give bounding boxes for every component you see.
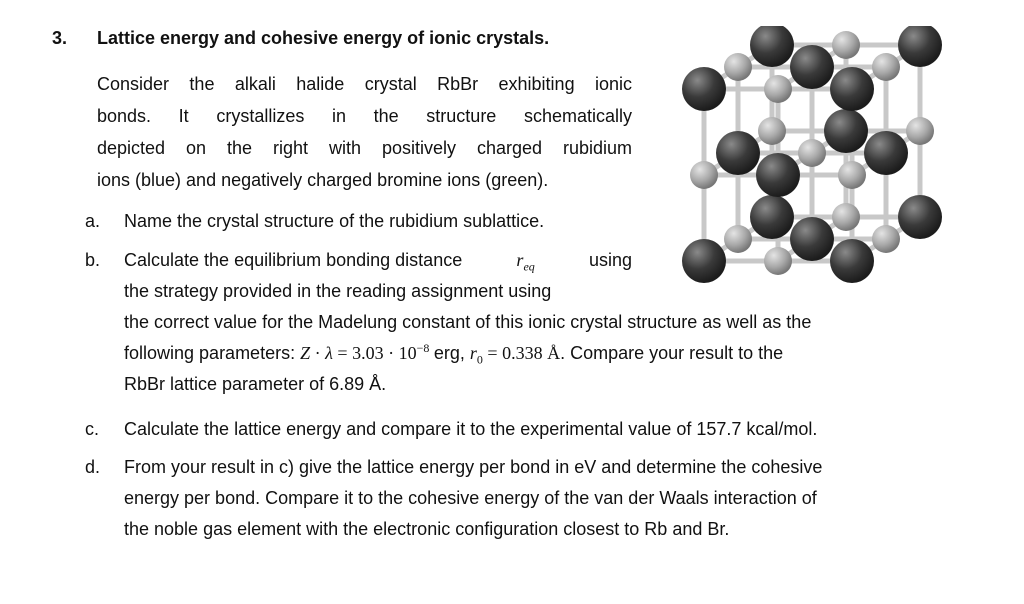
intro-line: bonds. It crystallizes in the structure schematically [97,106,632,126]
crystal-structure-image [656,26,948,304]
small-ion [832,203,860,231]
part-d-line: energy per bond. Compare it to the cohesive energy of the van der Waals interaction of [124,488,817,508]
small-ion [724,225,752,253]
large-ion [898,26,942,67]
large-ion [682,239,726,283]
small-ion [838,161,866,189]
r0-equation: $r_0 = 0.338$ Å [469,343,561,367]
part-text: Calculate the equilibrium bonding distance [124,250,463,270]
part-d-line: the noble gas element with the electronic configuration closest to Rb and Br. [124,519,730,539]
part-b-line: the correct value for the Madelung constant of this ionic crystal structure as well as the [124,312,812,332]
part-text: Name the crystal structure of the rubidium sublattice. [124,211,545,231]
small-ion [832,31,860,59]
small-ion [872,225,900,253]
large-ion [824,109,868,153]
part-label: a. [85,211,101,231]
small-ion [798,139,826,167]
large-ion [756,153,800,197]
problem-intro [97,68,632,196]
part-text: using [588,250,632,270]
intro-line: ions (blue) and negatively charged bromine ions (green). [97,170,549,190]
large-ion [716,131,760,175]
intro-line: depicted on the right with positively charged rubidium [97,138,632,158]
equation: $Z \cdot \lambda = 3.03 \cdot 10^{-8}$ [300,341,430,363]
crystal-atoms [682,26,942,283]
large-ion [790,45,834,89]
part-d-line: From your result in c) give the lattice energy per bond in eV and determine the cohesive [124,457,823,477]
small-ion [690,161,718,189]
part-label: d. [85,457,101,477]
part-text: Calculate the lattice energy and compare it to the experimental value of 157.7 kcal/mol. [124,419,818,439]
part-label: b. [85,250,101,270]
large-ion [898,195,942,239]
small-ion [758,117,786,145]
large-ion [830,67,874,111]
small-ion [764,75,792,103]
part-b-line: RbBr lattice parameter of 6.89 Å. [124,374,387,394]
small-ion [906,117,934,145]
large-ion [790,217,834,261]
part-label: c. [85,419,100,439]
problem-number: 3. [52,28,68,48]
small-ion [764,247,792,275]
large-ion [864,131,908,175]
r-eq-symbol: $r_{eq}$ [516,250,535,274]
part-b-line [124,245,632,276]
large-ion [830,239,874,283]
part-b-line: the strategy provided in the reading assignment using [124,281,552,301]
small-ion [872,53,900,81]
problem-title: Lattice energy and cohesive energy of ionic crystals. [97,28,550,48]
part-b-line: following parameters: $Z \cdot \lambda = 3.03 \cdot 10^{-8}$ erg, $r_0 = 0.338$ Å. Compare your result to the [124,341,784,367]
intro-line: Consider the alkali halide crystal RbBr exhibiting ionic [97,74,632,94]
large-ion [750,195,794,239]
small-ion [724,53,752,81]
large-ion [682,67,726,111]
large-ion [750,26,794,67]
